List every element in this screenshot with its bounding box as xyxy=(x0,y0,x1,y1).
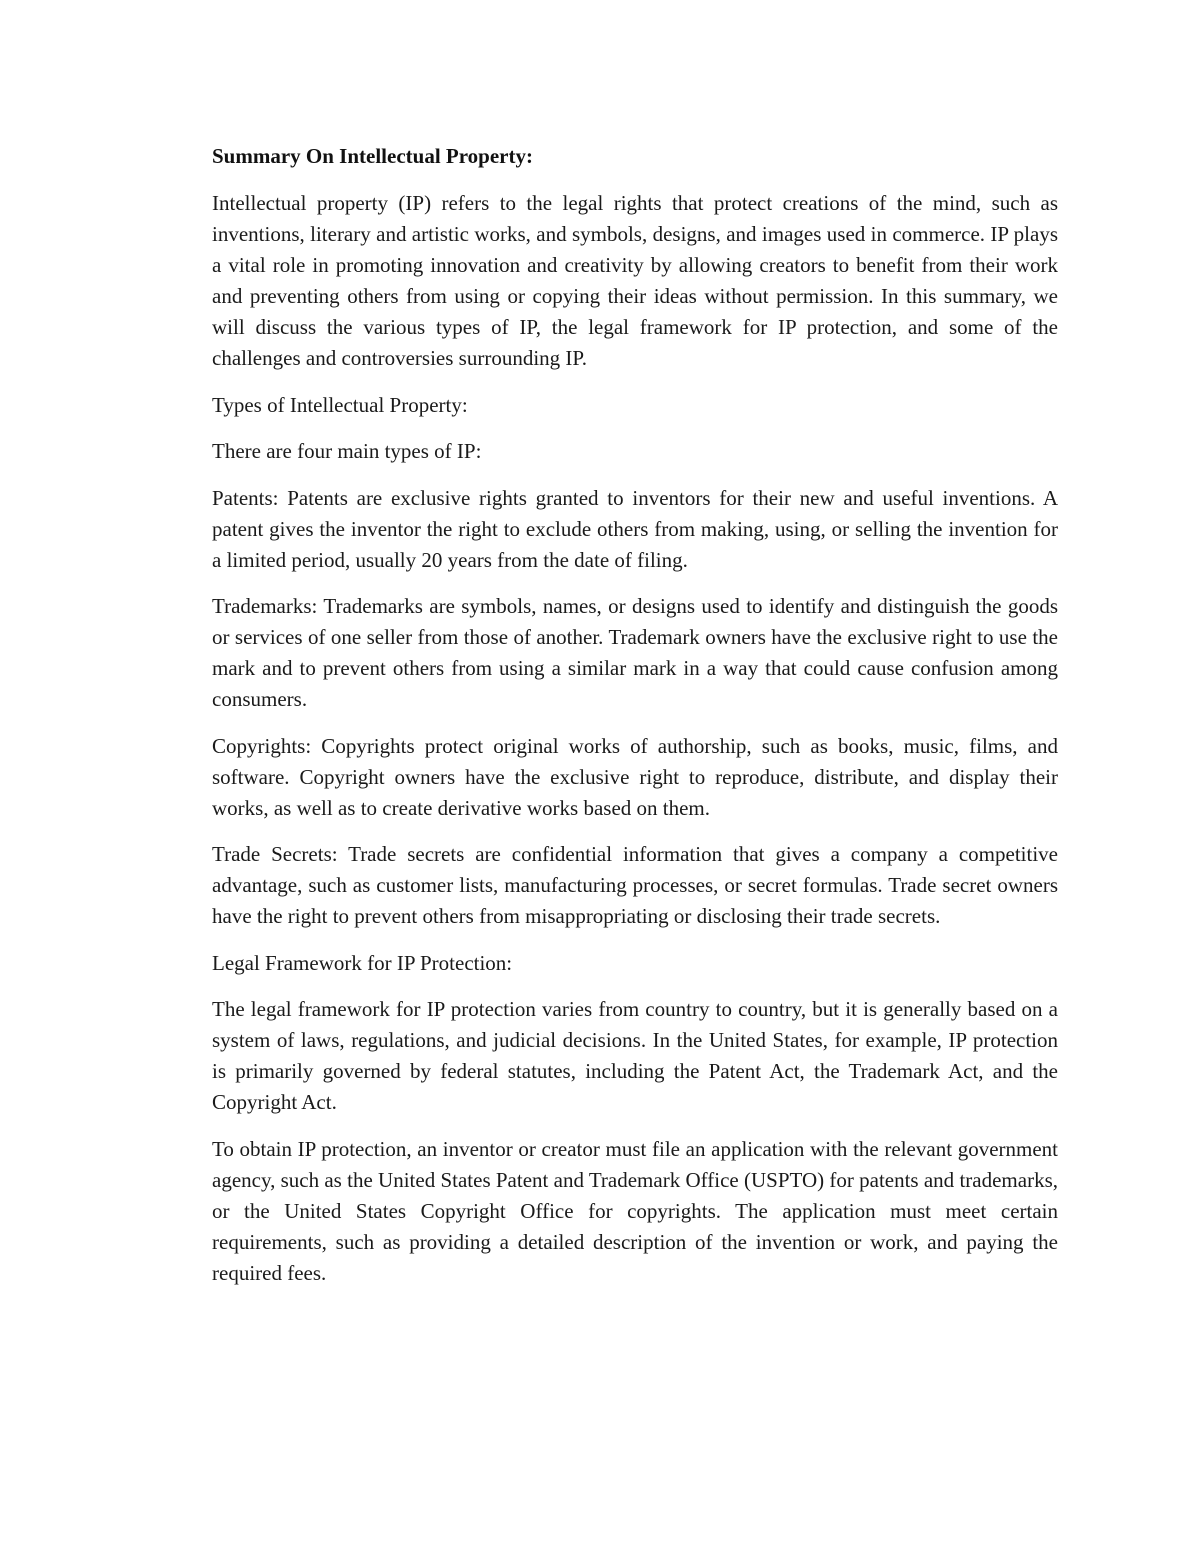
paragraph-patents: Patents: Patents are exclusive rights granted to inventors for their new and useful inventions. A patent gives the inventor the right to exclude others from making, using, or selling the invention for a limited period, usually 20 years from the date of filing. xyxy=(212,485,1058,572)
paragraph-copyrights: Copyrights: Copyrights protect original works of authorship, such as books, music, films, and software. Copyright owners have the exclusive right to reproduce, distribute, and display their works, as well as to create derivative works based on them. xyxy=(212,733,1058,820)
heading-legal-framework: Legal Framework for IP Protection: xyxy=(212,950,513,975)
paragraph-legal-framework: The legal framework for IP protection varies from country to country, but it is generally based on a system of laws, regulations, and judicial decisions. In the United States, for example, IP protection is primarily governed by federal statutes, including the Patent Act, the Trademark Act, and the Copyright Act. xyxy=(212,997,1058,1114)
paragraph-intro: Intellectual property (IP) refers to the legal rights that protect creations of the mind, such as inventions, literary and artistic works, and symbols, designs, and images used in commerce. IP plays a vital role in promoting innovation and creativity by allowing creators to benefit from their work and preventing others from using or copying their ideas without permission. In this summary, we will discuss the various types of IP, the legal framework for IP protection, and some of the challenges and controversies surrounding IP. xyxy=(212,191,1058,370)
paragraph-four-types: There are four main types of IP: xyxy=(212,439,482,463)
paragraph-trademarks: Trademarks: Trademarks are symbols, names, or designs used to identify and distinguish the goods or services of one seller from those of another. Trademark owners have the exclusive right to use the mark and to prevent others from using a similar mark in a way that could cause confusion among consumers. xyxy=(212,594,1058,711)
document-body xyxy=(212,141,1058,1304)
heading-types-of-ip: Types of Intellectual Property: xyxy=(212,392,468,417)
document-title: Summary On Intellectual Property: xyxy=(212,144,533,168)
paragraph-trade-secrets: Trade Secrets: Trade secrets are confidential information that gives a company a competitive advantage, such as customer lists, manufacturing processes, or secret formulas. Trade secret owners have the right to prevent others from misappropriating or disclosing their trade secrets. xyxy=(212,842,1058,928)
paragraph-obtain-protection: To obtain IP protection, an inventor or creator must file an application with the relevant government agency, such as the United States Patent and Trademark Office (USPTO) for patents and trademarks, or the United States Copyright Office for copyrights. The application must meet certain requirements, such as providing a detailed description of the invention or work, and paying the required fees. xyxy=(212,1136,1058,1285)
